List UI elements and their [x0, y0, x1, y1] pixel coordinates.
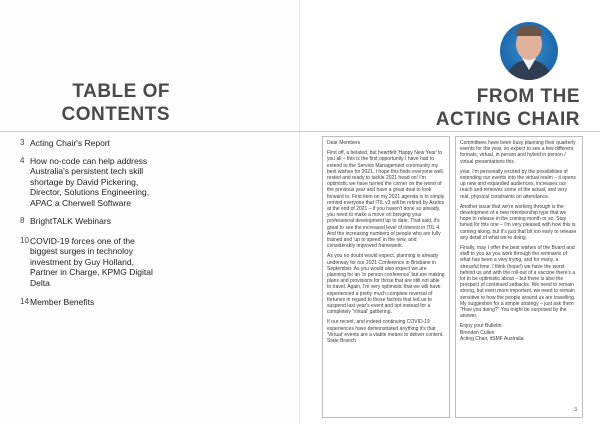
- toc-page-number: 4: [20, 155, 25, 165]
- chair-title-line2: ACTING CHAIR: [435, 109, 580, 130]
- toc-entry[interactable]: [22, 236, 162, 289]
- toc-entry-text: Member Benefits: [30, 297, 95, 307]
- letter-paragraph: Committees have been busy planning their quarterly events for the year, so expect to see a few different formats, virtual, in person and hybrid in person / virtual presentations this: [460, 140, 576, 165]
- acting-chair-photo: [500, 22, 558, 80]
- letter-column-right: [455, 136, 583, 418]
- avatar-hair: [516, 26, 542, 36]
- letter-paragraph: Another issue that we're working through is the development of a new membership type that we hope to release in the coming month or so. Stay tuned for this one – I'm very pleased with how this is coming along, but it's just that bit too early to release any detail of what we're doing.: [460, 203, 577, 241]
- chair-title-line1: FROM THE: [476, 86, 580, 107]
- letter-paragraph: year. I'm personally excited by the possibilities of extending our events into the virtual realm – it opens up new and expanded audiences, increases our reach and removes some of the actual, and very real, physical constraints on attendance.: [460, 168, 576, 200]
- toc-page-number: 14: [20, 297, 29, 306]
- toc-entry-text: COVID-19 forces one of the biggest surges in technoloy investment by Guy Holland, Partner in Charge, KPMG Digital Delta: [30, 235, 153, 288]
- chair-title: [430, 85, 580, 131]
- letter-paragraph: Dear Members: [327, 140, 361, 146]
- toc-title: [40, 80, 170, 126]
- letter-signature-name: Brenden Cullen: [460, 329, 495, 336]
- toc-entry-text: Acting Chair's Report: [30, 138, 111, 148]
- toc-title-line1: TABLE OF: [72, 81, 170, 102]
- page-number: 3: [574, 406, 577, 413]
- letter-signoff: Enjoy your Bulletin.: [460, 323, 503, 330]
- letter-paragraph: Finally, may I offer the best wishes of the Board and staff to you as you work through the remnants of what has been a very trying, and for many, a stressful time. I think (hope!) we have the worst behind us and with the roll-out of a vaccine there's a lot to be optimistic about – but there is also the prospect of continued setbacks. We need to remain strong, but even more important, we need to remain sensitive to how the people around us are travelling. My suggestion for a simple strategy – just ask them "How you doing?" You might be surprised by the answer.: [460, 245, 576, 320]
- toc-title-line2: CONTENTS: [61, 104, 170, 125]
- toc-entry-text: BrightTALK Webinars: [30, 216, 111, 226]
- toc-entry[interactable]: [22, 138, 162, 149]
- letter-paragraph: As you no doubt would expect, planning is already underway for our 2021 Conference in Brisbane in September. As you would also expect we are planning for an 'in person conference' but are making plans and provisions for those that are still not able to travel. Again, I'm very optimistic that we will have experienced a pretty much complete reversal of fortunes in regard to those factors that led us to suspend last year's event and opt instead for a completely 'Virtual' gathering.: [327, 253, 445, 316]
- toc-page-number: 8: [20, 216, 25, 225]
- letter-signature-title: Acting Chair, itSMF Australia.: [460, 335, 525, 342]
- chair-divider: [300, 131, 600, 132]
- letter-paragraph: First off, a belated, but heartfelt 'Happy New Year' to you all – this is the first opportunity I have had to extend to the Service Management community my best wishes for 2021. I hope this finds everyone well, rested and ready to tackle 2021 head on! I'm optimistic we have turned the corner on the worst of the previous year and have a great deal to look forward to. First item on my 2021 agenda is to simply remind everyone that ITIL v3 will be retired by Axelos at the end of 2021 – if you haven't done so already, you need to make a move on bringing your professional development up to date. That said, it's great to see the increased level of interest in ITIL 4. And the increasing numbers of people who are fully trained and 'up to speed' in the new, and considerably improved framework.: [327, 150, 445, 250]
- letter-paragraph: If our recent, and indeed continuing COVID-19 experiences have demonstrated anything it's that 'Virtual' events are a viable means to deliver content. State Branch: [327, 319, 444, 345]
- toc-page-number: 10: [20, 235, 29, 245]
- letter-column-left: [322, 136, 450, 418]
- toc-list: [22, 138, 162, 308]
- toc-entry[interactable]: [22, 297, 162, 308]
- toc-page-number: 3: [20, 138, 25, 147]
- toc-entry[interactable]: [22, 156, 162, 209]
- toc-entry[interactable]: [22, 216, 162, 227]
- toc-entry-text: How no-code can help address Australia's persistent tech skill shortage by David Pickering, Director, Solutions Engineering, APAC a Cherwell Software: [30, 155, 150, 208]
- toc-divider: [0, 131, 300, 132]
